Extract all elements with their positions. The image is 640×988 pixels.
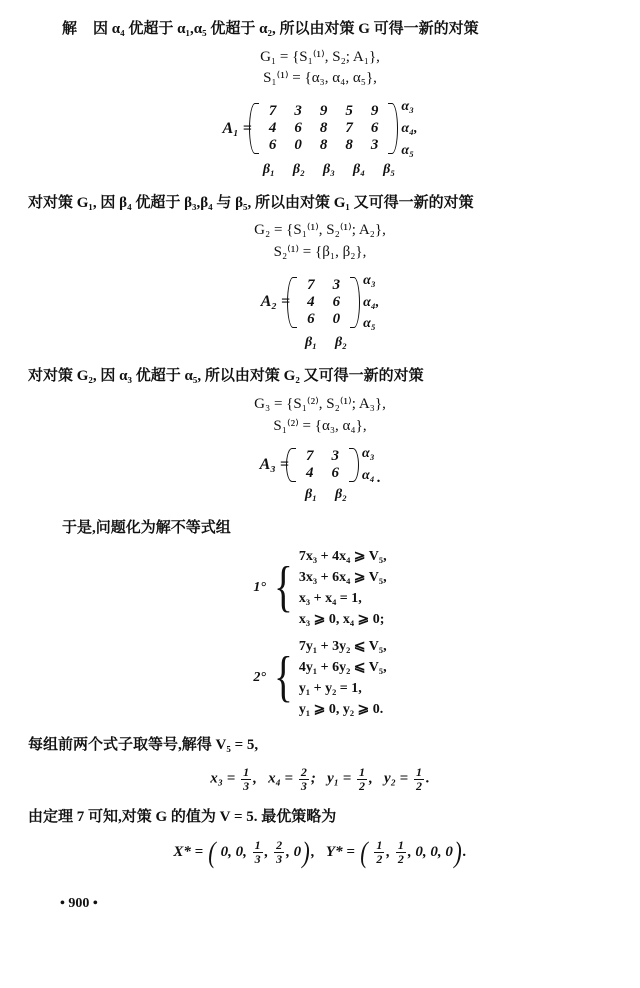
block1-line2: S₁⁽¹⁾ = {α₃, α₄, α₅}, — [263, 70, 377, 87]
equation: y₁ ⩾ 0, y₂ ⩾ 0. — [298, 701, 384, 717]
table-row — [298, 294, 349, 311]
x3-fraction — [241, 766, 251, 792]
paragraph-4: 于是,问题化为解不等式组 — [62, 520, 231, 536]
equation: y₁ + y₂ = 1, — [298, 680, 362, 696]
cell: 7 — [305, 448, 314, 465]
x-value-1: 0, — [235, 843, 247, 860]
cell: 6 — [307, 310, 315, 327]
matrix-a3 — [0, 443, 640, 487]
system-2-tag: 2° — [253, 669, 267, 685]
denominator: 3 — [254, 851, 261, 866]
row-label: α₄, — [363, 294, 380, 310]
cell: 7 — [268, 103, 277, 120]
denominator: 3 — [300, 778, 307, 793]
row-label: α₃ — [401, 99, 414, 114]
y1-label: y₁ = — [327, 770, 352, 787]
matrix-a2-label: A₂ = — [260, 293, 291, 311]
page-number: • 900 • — [60, 895, 98, 911]
col-label: β₂ — [335, 335, 348, 351]
cell: 4 — [268, 120, 277, 137]
denominator: 2 — [359, 778, 366, 793]
numerator: 1 — [397, 838, 404, 853]
solution-lead: 解 — [62, 21, 78, 37]
numerator: 1 — [376, 838, 383, 853]
col-label: β₁ — [262, 161, 275, 177]
cell: 9 — [370, 103, 379, 120]
left-brace-icon: { — [274, 556, 293, 619]
table-row — [260, 137, 388, 154]
denominator: 2 — [415, 778, 422, 793]
left-paren-icon: ( — [359, 835, 368, 869]
matrix-a3-period: . — [376, 470, 381, 486]
table-row — [260, 120, 388, 137]
numerator: 2 — [300, 765, 307, 779]
matrix-a3-col-labels — [0, 487, 640, 503]
table-row — [260, 103, 388, 120]
cell: 3 — [331, 448, 339, 465]
block1-line1: G₁ = {S₁⁽¹⁾, S₂; A₁}, — [260, 48, 380, 65]
table-row — [297, 465, 348, 482]
col-label: β₂ — [292, 161, 305, 177]
matrix-a3-paren — [295, 448, 350, 482]
right-paren-icon: ) — [302, 835, 310, 869]
equation: 7y₁ + 3y₂ ⩽ V₅, — [298, 638, 387, 654]
numerator: 1 — [243, 765, 250, 779]
cell: 4 — [305, 465, 314, 482]
matrix-a2 — [0, 270, 640, 336]
cell: 6 — [268, 137, 277, 154]
cell: 5 — [345, 103, 353, 120]
y2-fraction — [414, 766, 424, 792]
cell: 8 — [319, 120, 328, 137]
equation: x₃ + x₄ = 1, — [298, 590, 362, 606]
matrix-a2-row-labels — [363, 270, 379, 336]
equation: x₃ ⩾ 0, x₄ ⩾ 0; — [298, 611, 385, 627]
x-fraction-1 — [253, 839, 263, 865]
table-row — [298, 311, 349, 328]
system-2 — [0, 636, 640, 720]
y-tail: 0, 0, 0 — [415, 843, 453, 860]
col-label: β₁ — [304, 335, 317, 351]
system-1-equations — [299, 546, 387, 630]
y2-label: y₂ = — [384, 770, 409, 787]
system-1 — [0, 546, 640, 630]
solution-paragraph — [0, 18, 640, 41]
solutions-line: x₃ = $\frac{1}{3}$ , x₄ = $\frac{2}{3}$ ; y₁ = $\frac{1}{2}$ , y₂ = $\frac{1}{2}$ . — [210, 765, 430, 793]
denominator: 3 — [243, 778, 250, 793]
matrix-a2-col-labels — [0, 335, 640, 351]
cell: 0 — [294, 137, 302, 154]
cell: 7 — [345, 120, 353, 137]
row-label: α₃ — [363, 272, 376, 288]
cell: 6 — [331, 465, 339, 482]
col-label: β₂ — [335, 487, 348, 502]
col-label: β₃ — [322, 161, 336, 177]
block3-line2: S₁⁽²⁾ = {α₃, α₄}, — [273, 417, 367, 434]
table-row — [297, 448, 348, 465]
y-fraction-1 — [374, 839, 384, 865]
matrix-a1-paren — [258, 103, 390, 154]
row-label: α₅ — [363, 316, 376, 332]
cell: 6 — [294, 120, 302, 137]
matrix-a1-label: A₁ = — [222, 119, 252, 137]
col-label: β₅ — [383, 161, 396, 177]
cell: 8 — [345, 137, 353, 154]
y-fraction-2 — [396, 839, 406, 865]
y-star-label: Y* = — [325, 843, 355, 860]
matrix-a1-row-labels — [401, 96, 417, 162]
table-row — [298, 277, 349, 294]
cell: 7 — [307, 276, 315, 293]
x-fraction-2 — [274, 839, 284, 865]
block2-line2: S₂⁽¹⁾ = {β₁, β₂}, — [273, 243, 367, 260]
cell: 0 — [332, 310, 341, 327]
numerator: 1 — [415, 765, 422, 779]
block3-line1: G₃ = {S₁⁽²⁾, S₂⁽¹⁾; A₃}, — [254, 395, 386, 412]
row-label: α₃ — [361, 446, 375, 462]
numerator: 1 — [254, 838, 261, 853]
x-value-0: 0, — [220, 843, 232, 860]
row-label: α₄, — [401, 120, 418, 136]
left-paren-icon: ( — [208, 835, 216, 869]
matrix-a1 — [0, 96, 640, 162]
matrix-a1-col-labels — [0, 162, 640, 178]
solution-text: 因 α₄ 优超于 α₁,α₅ 优超于 α₂, 所以由对策 G 可得一新的对策 — [93, 21, 479, 37]
cell: 3 — [332, 276, 341, 293]
x-tail: 0 — [293, 843, 302, 860]
denominator: 2 — [397, 851, 404, 866]
x4-fraction — [299, 766, 309, 792]
block2-line1: G₂ = {S₁⁽¹⁾, S₂⁽¹⁾; A₂}, — [254, 222, 386, 239]
cell: 8 — [319, 137, 328, 154]
row-label: α₄ — [361, 468, 375, 484]
cell: 9 — [319, 103, 328, 120]
paragraph-5: 每组前两个式子取等号,解得 V₅ = 5, — [28, 736, 259, 753]
matrix-a3-label: A₃ = — [259, 456, 289, 474]
equation: 7x₃ + 4x₄ ⩾ V₅, — [298, 548, 387, 564]
col-label: β₄ — [353, 161, 366, 177]
cell: 6 — [370, 120, 379, 137]
denominator: 3 — [276, 851, 283, 866]
final-answer-line: X* = ( 0, 0, $\frac{1}{3}$ , $\frac{2}{3}$ , 0), Y* = ( $\frac{1}{2}$ , $\frac{1}{2}$ , 0, 0, 0). — [173, 835, 467, 869]
row-label: α₅ — [401, 142, 414, 158]
paragraph-3: 对对策 G₂, 因 α₃ 优超于 α₅, 所以由对策 G₂ 又可得一新的对策 — [28, 368, 424, 385]
denominator: 2 — [376, 851, 383, 866]
system-2-equations — [299, 636, 387, 720]
system-1-tag: 1° — [253, 579, 267, 595]
paragraph-2: 对对策 G₁, 因 β₄ 优超于 β₃,β₄ 与 β₅, 所以由对策 G₁ 又可得一新的对策 — [28, 194, 474, 211]
left-brace-icon: { — [274, 646, 293, 709]
cell: 3 — [294, 103, 302, 120]
cell: 3 — [370, 137, 379, 154]
cell: 4 — [307, 293, 315, 310]
right-paren-icon: ) — [454, 835, 462, 869]
numerator: 1 — [359, 765, 366, 779]
cell: 6 — [332, 293, 341, 310]
paragraph-6: 由定理 7 可知,对策 G 的值为 V = 5. 最优策略为 — [28, 809, 337, 826]
x4-label: x₄ = — [268, 770, 294, 787]
numerator: 2 — [276, 838, 283, 853]
equation: 4y₁ + 6y₂ ⩽ V₅, — [298, 659, 387, 675]
matrix-a3-row-labels — [362, 443, 375, 487]
x3-label: x₃ = — [210, 770, 236, 787]
col-label: β₁ — [304, 487, 317, 502]
x-star-label: X* = — [173, 843, 204, 860]
y1-fraction — [357, 766, 367, 792]
equation: 3x₃ + 6x₄ ⩾ V₅, — [298, 569, 387, 585]
matrix-a2-paren — [296, 277, 351, 328]
